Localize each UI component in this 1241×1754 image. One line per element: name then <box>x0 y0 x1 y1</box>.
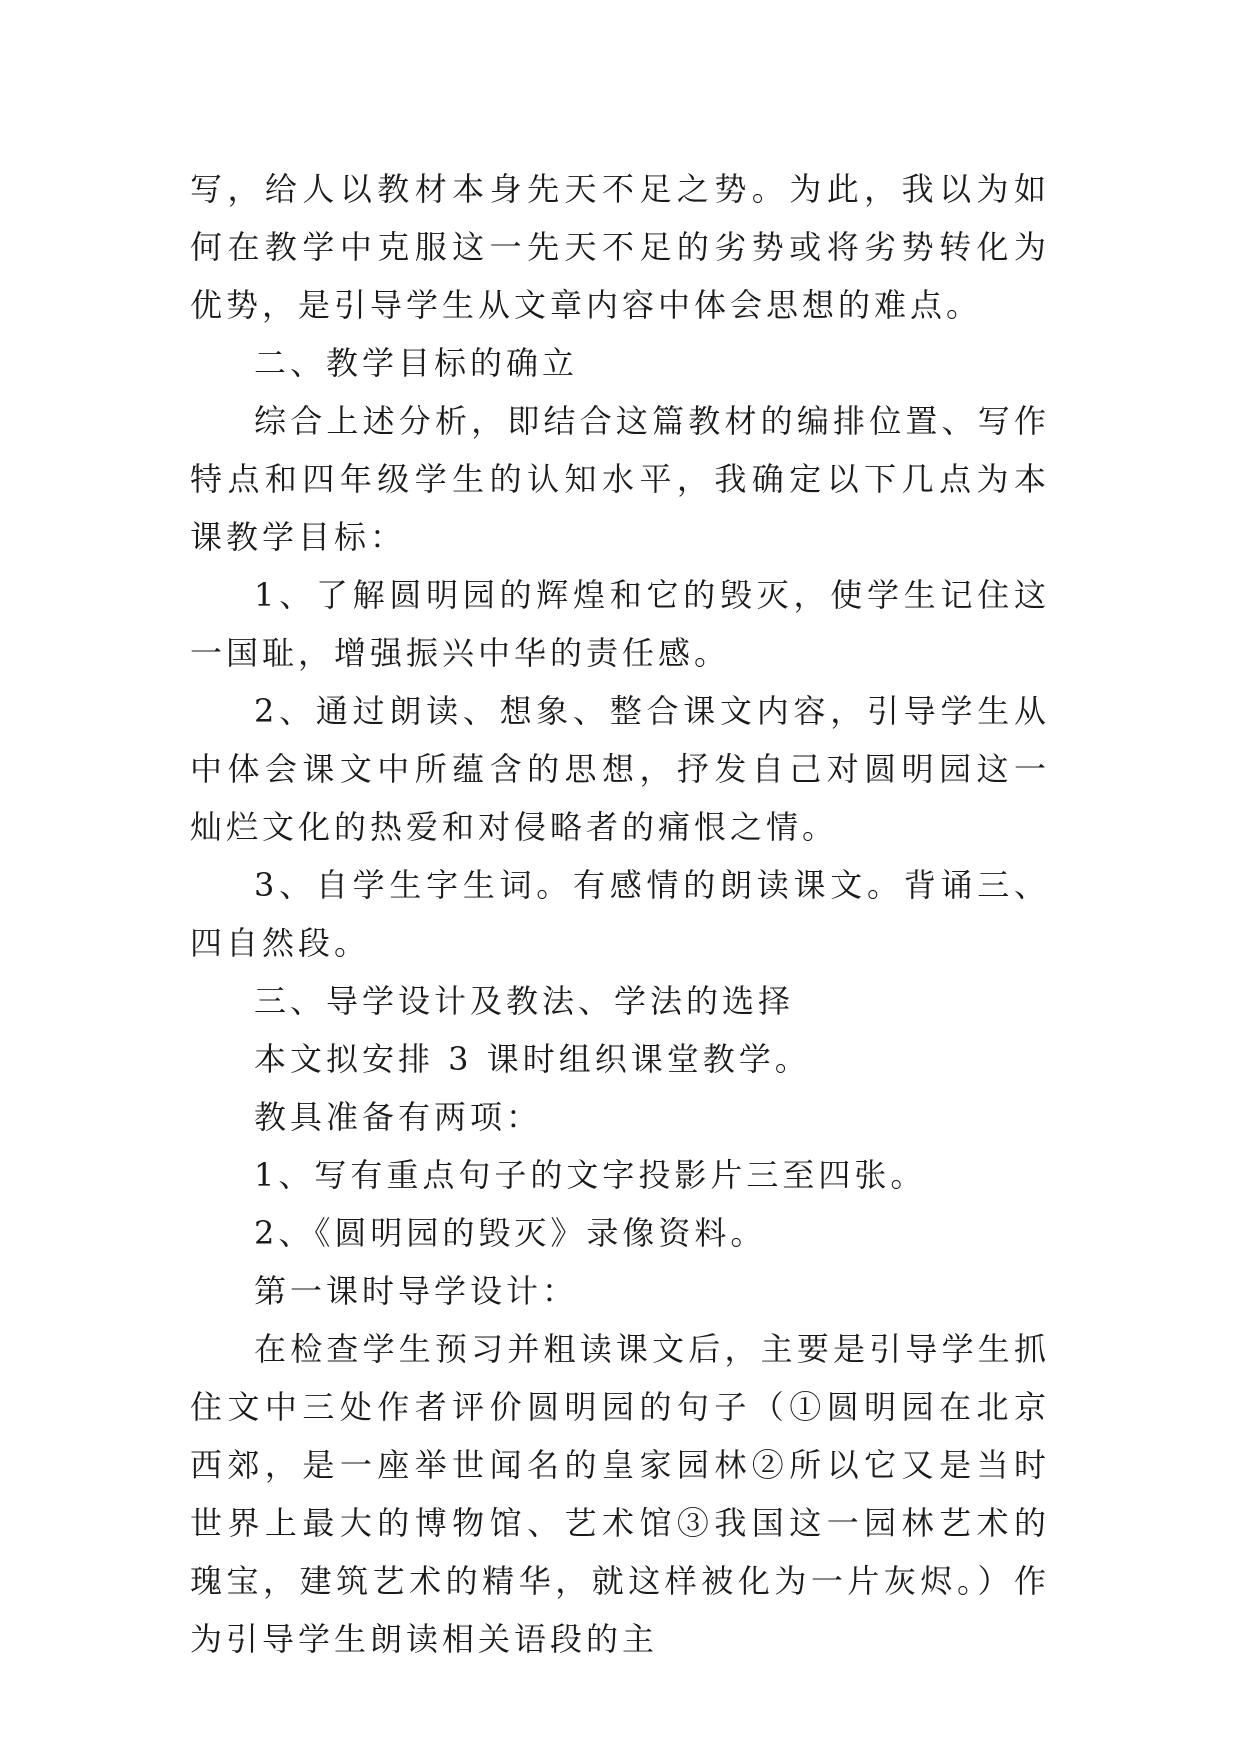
section-heading: 三、导学设计及教法、学法的选择 <box>254 982 795 1020</box>
paragraph: 第一课时导学设计： <box>254 1272 579 1310</box>
list-item: 3、自学生字生词。有感情的朗读课文。背诵三、四自然段。 <box>190 866 1050 962</box>
section-heading: 二、教学目标的确立 <box>254 344 579 382</box>
list-item: 1、写有重点句子的文字投影片三至四张。 <box>254 1156 927 1194</box>
list-item: 1、了解圆明园的辉煌和它的毁灭，使学生记住这一国耻，增强振兴中华的责任感。 <box>190 576 1050 672</box>
paragraph: 综合上述分析，即结合这篇教材的编排位置、写作特点和四年级学生的认知水平，我确定以下几点为本课教学目标： <box>190 402 1050 556</box>
list-item: 2、通过朗读、想象、整合课文内容，引导学生从中体会课文中所蕴含的思想，抒发自己对圆明园这一灿烂文化的热爱和对侵略者的痛恨之情。 <box>190 692 1050 846</box>
paragraph: 在检查学生预习并粗读课文后，主要是引导学生抓住文中三处作者评价圆明园的句子（①圆明园在北京西郊，是一座举世闻名的皇家园林②所以它又是当时世界上最大的博物馆、艺术馆③我国这一园林艺术的瑰宝，建筑艺术的精华，就这样被化为一片灰烬。）作为引导学生朗读相关语段的主 <box>190 1330 1050 1658</box>
paragraph: 写，给人以教材本身先天不足之势。为此，我以为如何在教学中克服这一先天不足的劣势或将劣势转化为优势，是引导学生从文章内容中体会思想的难点。 <box>190 170 1050 324</box>
paragraph: 本文拟安排 3 课时组织课堂教学。 <box>254 1040 811 1078</box>
list-item: 2、《圆明园的毁灭》录像资料。 <box>254 1214 767 1252</box>
document-body <box>190 160 1050 1668</box>
paragraph: 教具准备有两项： <box>254 1098 543 1136</box>
